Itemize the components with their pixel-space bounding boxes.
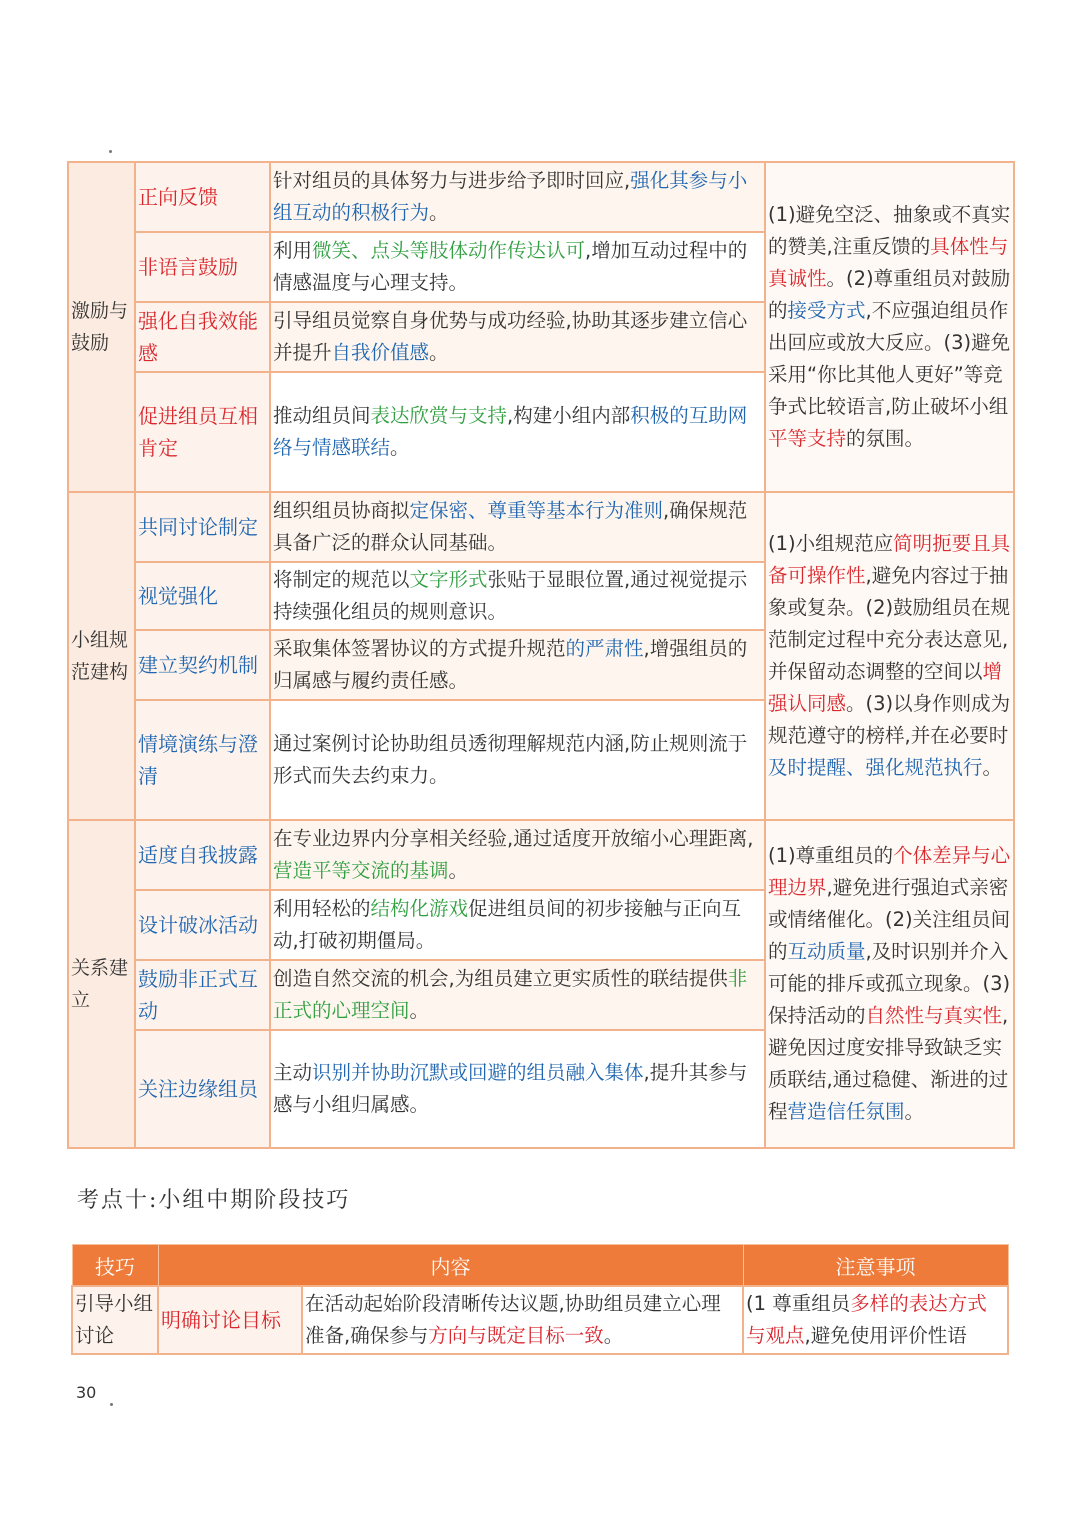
text-segment: ,构建小组内部 <box>507 404 631 427</box>
text-segment: 利用轻松的 <box>273 897 371 920</box>
text-segment: 。 <box>409 999 430 1022</box>
text-segment: 的氛围。 <box>846 427 925 450</box>
highlight-text: 个体差异与心理边界 <box>768 844 1011 899</box>
highlight-text: 多样的表达方式与观点 <box>746 1292 987 1347</box>
text-segment: 将制定的规范以 <box>273 568 410 591</box>
content-cell <box>302 1286 743 1354</box>
technique-cell: 建立契约机制 <box>135 630 270 700</box>
scan-dot <box>110 1403 113 1406</box>
content-cell <box>270 1030 765 1148</box>
content-cell <box>270 372 765 492</box>
skills-table-early-stage <box>67 161 1015 1149</box>
content-cell <box>270 960 765 1030</box>
highlight-text: 互动质量 <box>787 940 866 963</box>
highlight-text: 接受方式 <box>787 299 866 322</box>
text-segment: ,避免进行强迫式亲密或情绪催化。(2)关注组员间的 <box>768 876 1011 963</box>
text-segment: 组织组员协商拟 <box>273 499 410 522</box>
highlight-text: 简明扼要且具备可操作性 <box>768 532 1011 587</box>
notes-cell <box>765 820 1014 1148</box>
highlight-text: 及时提醒、强化规范执行 <box>768 756 983 779</box>
notes-cell <box>765 162 1014 492</box>
text-segment: (1)小组规范应 <box>768 532 894 555</box>
text-segment: 张贴于显眼位置,通过视觉提示持续强化组员的规则意识。 <box>273 568 748 623</box>
section-heading: 考点十:小组中期阶段技巧 <box>77 1188 351 1213</box>
group-cell: 关系建立 <box>68 820 135 1148</box>
notes-cell <box>765 492 1014 820</box>
text-segment: ,增加互动过程中的情感温度与心理支持。 <box>273 239 748 294</box>
highlight-text: 表达欣赏与支持 <box>370 404 508 427</box>
text-segment: ,及时识别并介入可能的排斥或孤立现象。(3)保持活动的 <box>768 940 1011 1027</box>
content-cell <box>270 562 765 630</box>
technique-cell: 设计破冰活动 <box>135 890 270 960</box>
content-cell <box>270 302 765 372</box>
scan-dot <box>109 150 112 153</box>
text-segment: ,确保规范具备广泛的群众认同基础。 <box>273 499 748 554</box>
highlight-text: 具体性与真诚性 <box>768 235 1009 290</box>
text-segment: 采取集体签署协议的方式提升规范 <box>273 637 566 660</box>
highlight-text: 积极的互助网络与情感联结 <box>273 404 748 459</box>
highlight-text: 文字形式 <box>409 568 488 591</box>
technique-cell: 明确讨论目标 <box>158 1286 302 1354</box>
highlight-text: 平等支持 <box>768 427 847 450</box>
content-cell <box>270 232 765 302</box>
highlight-text: 营造信任氛围 <box>787 1100 905 1123</box>
header-content: 内容 <box>158 1245 743 1287</box>
highlight-text: 自然性与真实性 <box>865 1004 1003 1027</box>
highlight-text: 自我价值感 <box>331 341 430 364</box>
text-segment: 创造自然交流的机会,为组员建立更实质性的联结提供 <box>273 967 728 990</box>
content-cell <box>270 820 765 890</box>
group-cell: 小组规范建构 <box>68 492 135 820</box>
technique-cell: 正向反馈 <box>135 162 270 232</box>
technique-cell: 鼓励非正式互动 <box>135 960 270 1030</box>
text-segment: ,避免内容过于抽象或复杂。(2)鼓励组员在规范制定过程中充分表达意见,并保留动态调整的空间以 <box>768 564 1011 683</box>
text-segment: 促进组员间的初步接触与正向互动,打破初期僵局。 <box>273 897 742 952</box>
text-segment: ,增强组员的归属感与履约责任感。 <box>273 637 748 692</box>
text-segment: (1)尊重组员的 <box>768 844 894 867</box>
content-cell <box>270 890 765 960</box>
text-segment: ,提升其参与感与小组归属感。 <box>273 1061 748 1116</box>
highlight-text: 识别并协助沉默或回避的组员融入集体 <box>312 1061 644 1084</box>
skills-table-mid-stage <box>71 1244 1009 1355</box>
notes-cell <box>743 1286 1008 1354</box>
technique-cell: 关注边缘组员 <box>135 1030 270 1148</box>
text-segment: ,不应强迫组员作出回应或放大反应。(3)避免采用“你比其他人更好”等竞争式比较语言,防止破坏小组 <box>768 299 1011 418</box>
text-segment: 。(3)以身作则成为规范遵守的榜样,并在必要时 <box>768 692 1011 747</box>
technique-cell: 情境演练与澄清 <box>135 700 270 820</box>
text-segment: 主动 <box>273 1061 313 1084</box>
content-cell <box>270 162 765 232</box>
content-cell <box>270 492 765 562</box>
text-segment: 。 <box>429 341 449 364</box>
highlight-text: 的严肃性 <box>565 637 644 660</box>
table-row <box>72 1286 1008 1354</box>
text-segment: 。 <box>390 436 410 459</box>
text-segment: 。 <box>448 859 469 882</box>
highlight-text: 微笑、点头等肢体动作传达认可 <box>312 239 586 262</box>
text-segment: 在活动起始阶段清晰传达议题,协助组员建立心理准备,确保参与 <box>305 1292 721 1347</box>
header-notes: 注意事项 <box>743 1245 1008 1287</box>
table-row <box>68 162 1014 232</box>
technique-cell: 共同讨论制定 <box>135 492 270 562</box>
table-row <box>68 820 1014 890</box>
group-cell: 引导小组讨论 <box>72 1286 158 1354</box>
highlight-text: 方向与既定目标一致 <box>428 1324 604 1347</box>
technique-cell: 视觉强化 <box>135 562 270 630</box>
text-segment: 引导组员觉察自身优势与成功经验,协助其逐步建立信心并提升 <box>273 309 748 364</box>
text-segment: ,避免使用评价性语 <box>804 1324 967 1347</box>
header-skill: 技巧 <box>72 1245 158 1287</box>
highlight-text: 结构化游戏 <box>370 897 469 920</box>
content-cell <box>270 630 765 700</box>
text-segment: 在专业边界内分享相关经验,通过适度开放缩小心理距离, <box>273 827 754 850</box>
technique-cell: 强化自我效能感 <box>135 302 270 372</box>
table-header-row <box>72 1245 1008 1287</box>
text-segment: ,避免因过度安排导致缺乏实质联结,通过稳健、渐进的过程 <box>768 1004 1009 1123</box>
table-row <box>68 492 1014 562</box>
content-cell <box>270 700 765 820</box>
text-segment: 推动组员间 <box>273 404 371 427</box>
highlight-text: 定保密、尊重等基本行为准则 <box>409 499 664 522</box>
technique-cell: 适度自我披露 <box>135 820 270 890</box>
text-segment: 针对组员的具体努力与进步给予即时回应, <box>273 169 631 192</box>
group-cell: 激励与鼓励 <box>68 162 135 492</box>
technique-cell: 促进组员互相肯定 <box>135 372 270 492</box>
text-segment: 通过案例讨论协助组员透彻理解规范内涵,防止规则流于形式而失去约束力。 <box>273 732 748 787</box>
highlight-text: 强化其参与小组互动的积极行为 <box>273 169 748 224</box>
highlight-text: 增强认同感 <box>768 660 1003 715</box>
technique-cell: 非语言鼓励 <box>135 232 270 302</box>
text-segment: (1 尊重组员 <box>746 1292 851 1315</box>
highlight-text: 营造平等交流的基调 <box>273 859 449 882</box>
text-segment: 。(2)尊重组员对鼓励的 <box>768 267 1011 322</box>
page-number: 30 <box>76 1383 97 1402</box>
text-segment: 。 <box>603 1324 624 1347</box>
text-segment: 。 <box>982 756 1003 779</box>
text-segment: 。 <box>904 1100 925 1123</box>
text-segment: 利用 <box>273 239 313 262</box>
text-segment: 。 <box>429 201 449 224</box>
highlight-text: 非正式的心理空间 <box>273 967 748 1022</box>
text-segment: (1)避免空泛、抽象或不真实的赞美,注重反馈的 <box>768 203 1011 258</box>
